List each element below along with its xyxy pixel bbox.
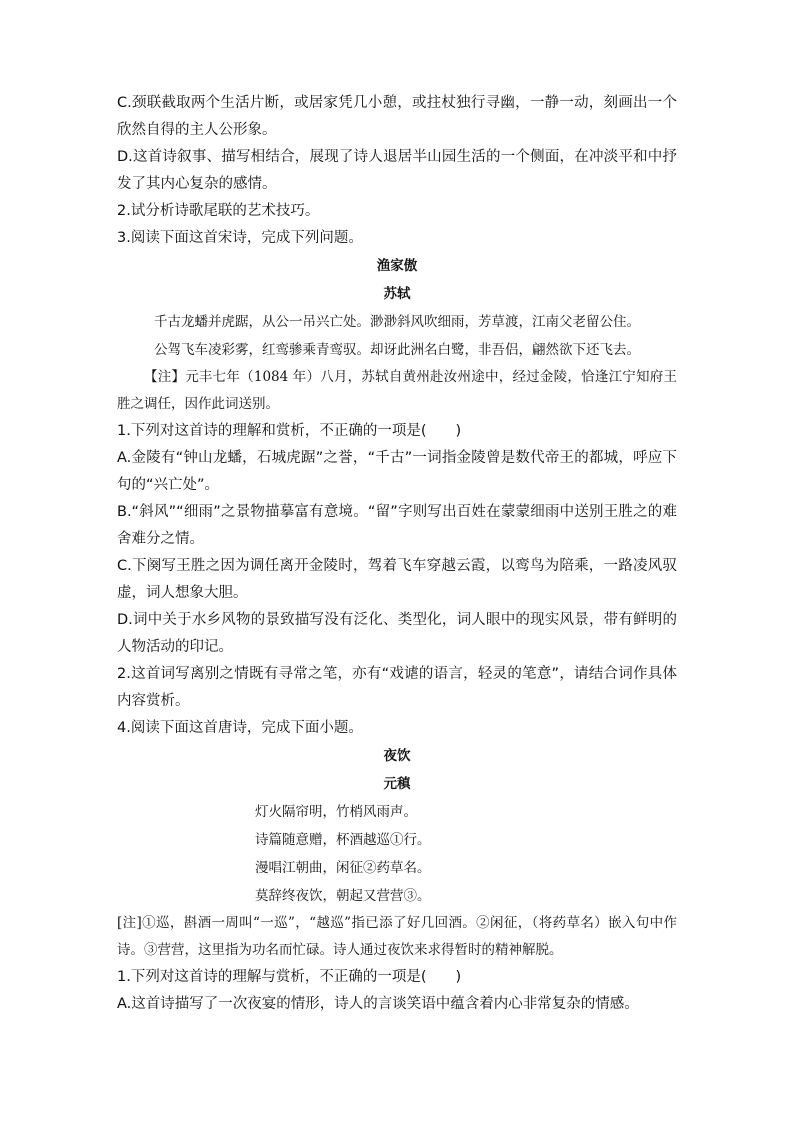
q3-option-a: A.金陵有“钟山龙蟠，石城虎踞”之誉，“千古”一词指金陵曾是数代帝王的都城，呼应下句的“兴亡处”。 [117, 450, 677, 493]
poem-line-1: 灯火隔帘明，竹梢风雨声。 [255, 804, 417, 820]
q3-option-c: C.下阕写王胜之因为调任离开金陵时，驾着飞车穿越云霞，以鸾鸟为陪乘，一路凌风驭虚，词人想象大胆。 [117, 558, 677, 601]
poem-title-yujiaao: 渔家傲 [376, 258, 418, 274]
q4-option-a: A.这首诗描写了一次夜宴的情形，诗人的言谈笑语中蕴含着内心非常复杂的情感。 [117, 996, 639, 1012]
ci-line-2: 公驾飞车凌彩雾，红鸾骖乘青鸾驭。却讶此洲名白鹭，非吾侣，翩然欲下还飞去。 [154, 342, 640, 358]
question-4-intro: 4.阅读下面这首唐诗，完成下面小题。 [117, 720, 363, 736]
poem-line-2: 诗篇随意赠，杯酒越巡①行。 [255, 832, 431, 848]
q4-sub1-text: 1.下列对这首诗的理解与赏析，不正确的一项是( ) [117, 969, 462, 985]
option-c-text: C.颈联截取两个生活片断，或居家凭几小憩，或拄杖独行寻幽，一静一动，刻画出一个欣然自得的主人公形象。 [117, 95, 677, 138]
poem-line-3: 漫唱江朝曲，闲征②药草名。 [255, 860, 431, 876]
q3-option-d: D.词中关于水乡风物的景致描写没有泛化、类型化，词人眼中的现实风景，带有鲜明的人物活动的印记。 [117, 612, 677, 655]
ci-line-1: 千古龙蟠并虎踞，从公一吊兴亡处。渺渺斜风吹细雨，芳草渡，江南父老留公住。 [154, 314, 640, 330]
option-d-text: D.这首诗叙事、描写相结合，展现了诗人退居半山园生活的一个侧面，在冲淡平和中抒发了其内心复杂的感情。 [117, 149, 677, 192]
question-3-intro: 3.阅读下面这首宋诗，完成下列问题。 [117, 230, 363, 246]
question-2-text: 2.试分析诗歌尾联的艺术技巧。 [117, 203, 320, 219]
poem-line-4: 莫辞终夜饮，朝起又营营③。 [255, 888, 431, 904]
poem-author-sushi: 苏轼 [383, 286, 411, 302]
poem-title-yeyin: 夜饮 [383, 748, 411, 764]
document-page [117, 90, 677, 1018]
poem-note: [注]①巡，斟酒一周叫“一巡”，“越巡”指已添了好几回酒。②闲征，（将药草名）嵌入句中作诗。③营营，这里指为功名而忙碌。诗人通过夜饮来求得暂时的精神解脱。 [117, 915, 677, 958]
ci-note: 【注】元丰七年（1084 年）八月，苏轼自黄州赴汝州途中，经过金陵，恰逢江宁知府王胜之调任，因作此词送别。 [117, 369, 677, 412]
q3-sub1-text: 1.下列对这首诗的理解和赏析，不正确的一项是( ) [117, 423, 462, 439]
poem-author-yuanzhen: 元稹 [383, 776, 411, 792]
q3-sub2-text: 2.这首词写离别之情既有寻常之笔，亦有“戏谑的语言，轻灵的笔意”，请结合词作具体内容赏析。 [117, 666, 677, 709]
q3-option-b: B.“斜风”“细雨”之景物描摹富有意境。“留”字则写出百姓在蒙蒙细雨中送别王胜之的难舍难分之情。 [117, 504, 677, 547]
